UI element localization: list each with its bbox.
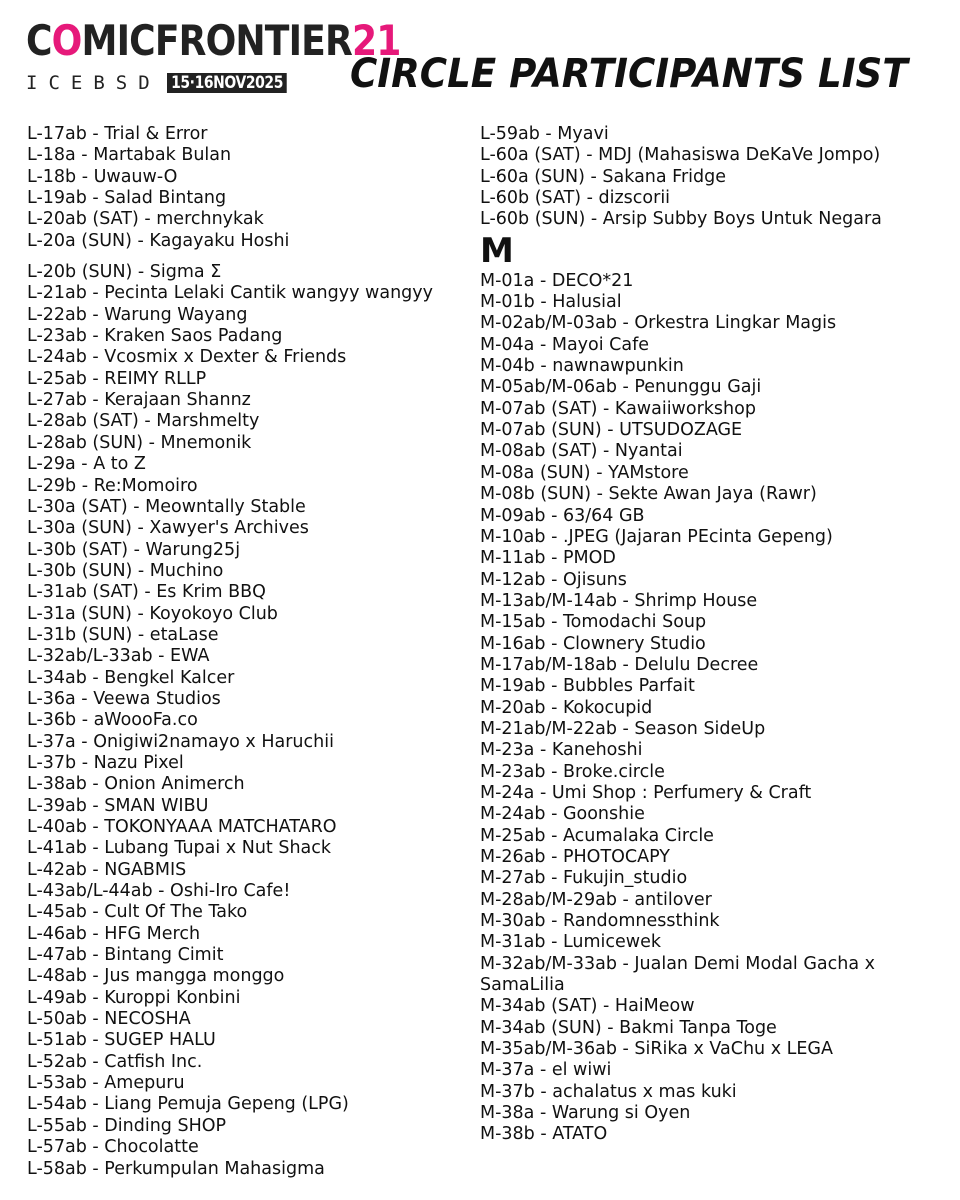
list-item: L-52ab - Catfish Inc. xyxy=(27,1051,203,1072)
list-item: L-28ab (SUN) - Mnemonik xyxy=(27,432,252,453)
list-item: L-27ab - Kerajaan Shannz xyxy=(27,390,251,411)
logo-number: 21 xyxy=(351,16,401,65)
list-item: L-28ab (SAT) - Marshmelty xyxy=(27,411,260,432)
list-item: L-39ab - SMAN WIBU xyxy=(27,795,209,816)
list-item: L-31b (SUN) - etaLase xyxy=(27,624,219,645)
list-item: L-53ab - Amepuru xyxy=(27,1073,185,1094)
list-item: L-50ab - NECOSHA xyxy=(27,1009,191,1030)
list-item: L-20b (SUN) - Sigma Σ xyxy=(27,262,222,283)
list-item: M-13ab/M-14ab - Shrimp House xyxy=(480,590,758,611)
list-item: M-38a - Warung si Oyen xyxy=(480,1103,691,1124)
list-item: L-18b - Uwauw-O xyxy=(27,166,178,187)
list-item: M-12ab - Ojisuns xyxy=(480,569,627,590)
list-item: M-04b - nawnawpunkin xyxy=(480,356,684,377)
logo-letter-c: C xyxy=(26,16,52,65)
list-item: M-24a - Umi Shop : Perfumery & Craft xyxy=(480,782,812,803)
logo-wordmark xyxy=(26,14,400,68)
list-item: M-16ab - Clownery Studio xyxy=(480,633,706,654)
list-item: M-34ab (SUN) - Bakmi Tanpa Toge xyxy=(480,1017,777,1038)
list-item: M-08a (SUN) - YAMstore xyxy=(480,462,689,483)
list-item: L-41ab - Lubang Tupai x Nut Shack xyxy=(27,838,332,859)
list-item: M-30ab - Randomnessthink xyxy=(480,911,720,932)
section-heading-m: M xyxy=(480,230,514,271)
list-item: L-59ab - Myavi xyxy=(480,124,609,144)
list-item: L-30a (SAT) - Meowntally Stable xyxy=(27,496,306,517)
list-item: M-08b (SUN) - Sekte Awan Jaya (Rawr) xyxy=(480,484,817,505)
left-column-list xyxy=(27,124,467,1180)
list-item: M-24ab - Goonshie xyxy=(480,804,645,825)
list-item: L-29b - Re:Momoiro xyxy=(27,475,198,496)
event-logo xyxy=(26,14,401,96)
list-item: M-01b - Halusial xyxy=(480,292,622,313)
logo-subline xyxy=(26,70,313,96)
list-item: M-23a - Kanehoshi xyxy=(480,740,643,761)
list-item: L-45ab - Cult Of The Tako xyxy=(27,902,248,923)
list-item: M-09ab - 63/64 GB xyxy=(480,505,645,526)
list-item: L-17ab - Trial & Error xyxy=(27,124,208,144)
right-column-list xyxy=(480,124,920,1146)
list-item: M-08ab (SAT) - Nyantai xyxy=(480,441,683,462)
list-item: M-37b - achalatus x mas kuki xyxy=(480,1081,737,1102)
page-title: CIRCLE PARTICIPANTS LIST xyxy=(350,51,908,97)
list-item: M-23ab - Broke.circle xyxy=(480,761,665,782)
list-item: M-32ab/M-33ab - Jualan Demi Modal Gacha x SamaLilia xyxy=(480,953,875,996)
list-item: L-30b (SUN) - Muchino xyxy=(27,560,224,581)
list-item: M-27ab - Fukujin_studio xyxy=(480,868,688,889)
list-item: L-32ab/L-33ab - EWA xyxy=(27,646,210,667)
list-item: M-26ab - PHOTOCAPY xyxy=(480,847,670,867)
list-item: L-48ab - Jus mangga monggo xyxy=(27,966,285,987)
logo-date: 15·16NOV2025 xyxy=(167,73,287,93)
list-item: M-11ab - PMOD xyxy=(480,548,616,569)
logo-letter-o: O xyxy=(51,16,82,65)
list-item: M-28ab/M-29ab - antilover xyxy=(480,889,712,910)
list-item: L-36b - aWoooFa.co xyxy=(27,710,198,731)
list-item: L-22ab - Warung Wayang xyxy=(27,304,248,325)
list-item: L-36a - Veewa Studios xyxy=(27,688,221,709)
list-item: M-25ab - Acumalaka Circle xyxy=(480,825,714,846)
list-item: M-21ab/M-22ab - Season SideUp xyxy=(480,718,766,739)
list-item: L-30a (SUN) - Xawyer's Archives xyxy=(27,518,309,539)
list-item: L-37b - Nazu Pixel xyxy=(27,752,184,773)
list-item: L-25ab - REIMY RLLP xyxy=(27,368,207,389)
list-item: L-60b (SUN) - Arsip Subby Boys Untuk Negara xyxy=(480,209,882,230)
list-item: L-31ab (SAT) - Es Krim BBQ xyxy=(27,582,266,603)
list-item: M-15ab - Tomodachi Soup xyxy=(480,612,707,633)
list-item: L-58ab - Perkumpulan Mahasigma xyxy=(27,1158,325,1179)
list-item: M-04a - Mayoi Cafe xyxy=(480,334,650,355)
list-item: L-46ab - HFG Merch xyxy=(27,923,201,944)
logo-word-rest: MICFRONTIER xyxy=(81,16,352,65)
list-item: L-37a - Onigiwi2namayo x Haruchii xyxy=(27,731,334,752)
list-item: L-47ab - Bintang Cimit xyxy=(27,945,224,966)
list-item: L-60a (SAT) - MDJ (Mahasiswa DeKaVe Jompo) xyxy=(480,145,881,166)
list-item: M-07ab (SAT) - Kawaiiworkshop xyxy=(480,398,756,419)
list-item: M-01a - DECO*21 xyxy=(480,270,634,291)
list-item: L-55ab - Dinding SHOP xyxy=(27,1115,227,1136)
list-item: L-19ab - Salad Bintang xyxy=(27,188,227,209)
list-item: L-34ab - Bengkel Kalcer xyxy=(27,667,235,688)
list-item: L-38ab - Onion Animerch xyxy=(27,774,245,795)
list-item: L-24ab - Vcosmix x Dexter & Friends xyxy=(27,347,347,368)
list-item: L-54ab - Liang Pemuja Gepeng (LPG) xyxy=(27,1094,349,1115)
list-item: L-20a (SUN) - Kagayaku Hoshi xyxy=(27,230,290,251)
list-item: L-29a - A to Z xyxy=(27,454,146,475)
list-item: M-38b - ATATO xyxy=(480,1124,608,1145)
list-item: L-42ab - NGABMIS xyxy=(27,859,187,880)
list-item: M-20ab - Kokocupid xyxy=(480,697,653,718)
list-item: M-19ab - Bubbles Parfait xyxy=(480,676,695,697)
list-item: L-57ab - Chocolatte xyxy=(27,1137,199,1158)
list-item: M-10ab - .JPEG (Jajaran PEcinta Gepeng) xyxy=(480,526,833,547)
list-item: M-07ab (SUN) - UTSUDOZAGE xyxy=(480,420,743,441)
list-item: L-43ab/L-44ab - Oshi-Iro Cafe! xyxy=(27,881,291,902)
list-item: L-21ab - Pecinta Lelaki Cantik wangyy wangyy xyxy=(27,283,433,304)
list-item: M-35ab/M-36ab - SiRika x VaChu x LEGA xyxy=(480,1039,833,1060)
list-item: L-31a (SUN) - Koyokoyo Club xyxy=(27,603,278,624)
logo-venue: ICEBSD xyxy=(26,72,161,94)
list-item: L-18a - Martabak Bulan xyxy=(27,145,232,166)
list-item: L-40ab - TOKONYAAA MATCHATARO xyxy=(27,817,337,837)
list-item: M-02ab/M-03ab - Orkestra Lingkar Magis xyxy=(480,313,837,334)
list-item: L-23ab - Kraken Saos Padang xyxy=(27,326,283,347)
list-item: L-60a (SUN) - Sakana Fridge xyxy=(480,166,727,187)
list-item: L-20ab (SAT) - merchnykak xyxy=(27,209,264,230)
list-item: L-51ab - SUGEP HALU xyxy=(27,1030,216,1051)
list-item: L-30b (SAT) - Warung25j xyxy=(27,539,241,560)
list-item: M-17ab/M-18ab - Delulu Decree xyxy=(480,654,759,675)
list-item: M-05ab/M-06ab - Penunggu Gaji xyxy=(480,377,762,398)
list-item: L-49ab - Kuroppi Konbini xyxy=(27,987,241,1008)
list-item: M-31ab - Lumicewek xyxy=(480,932,661,953)
list-item: M-37a - el wiwi xyxy=(480,1060,612,1081)
list-item: M-34ab (SAT) - HaiMeow xyxy=(480,996,695,1017)
list-item: L-60b (SAT) - dizscorii xyxy=(480,188,671,209)
